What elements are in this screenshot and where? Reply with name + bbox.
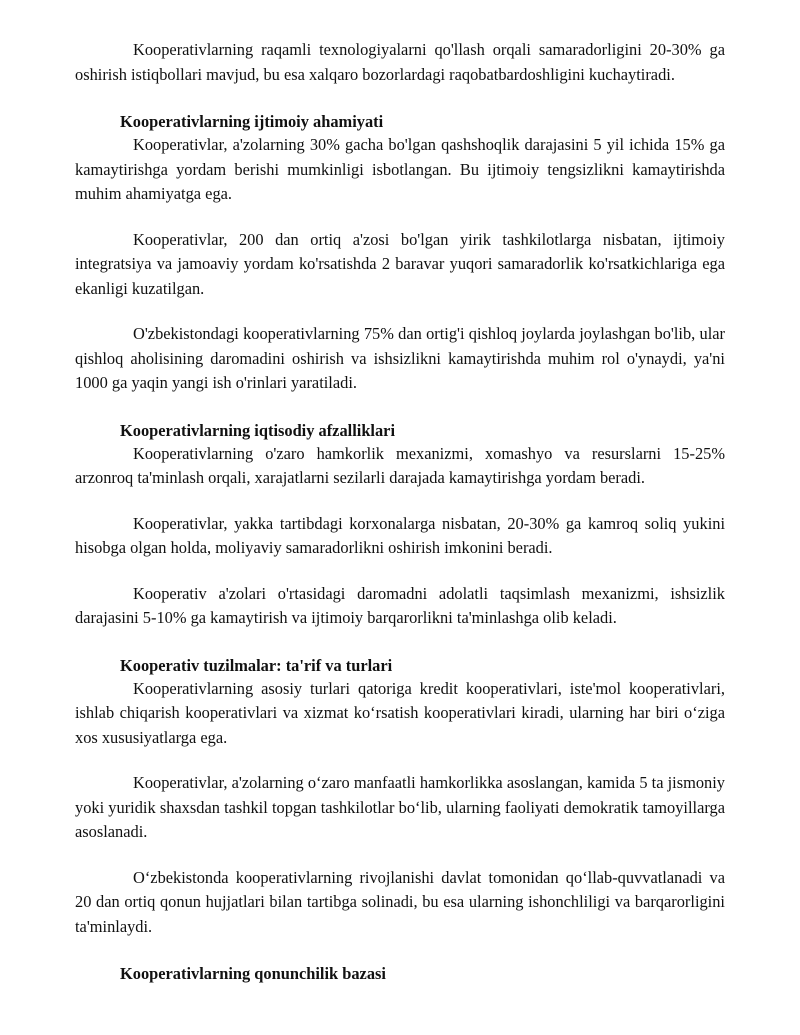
section-heading: Kooperativ tuzilmalar: ta'rif va turlari <box>120 655 393 675</box>
paragraph: Kooperativlar, a'zolarning o‘zaro manfaatli hamkorlikka asoslangan, kamida 5 ta jismoniy yoki yuridik shaxsdan tashkil topgan tashkilotlar bo‘lib, ularning faoliyati demokratik tamoyillarga asoslanadi. <box>75 773 725 841</box>
section-heading: Kooperativlarning qonunchilik bazasi <box>120 964 386 983</box>
paragraph: Kooperativlarning asosiy turlari qatoriga kredit kooperativlari, iste'mol kooperativlari, ishlab chiqarish kooperativlari va xizmat ko‘rsatish kooperativlari kiradi, ularning har biri o‘ziga xos xususiyatlarga ega. <box>75 678 725 747</box>
paragraph: Kooperativ a'zolari o'rtasidagi daromadni adolatli taqsimlash mexanizmi, ishsizlik darajasini 5-10% ga kamaytirish va ijtimoiy barqarorlikni ta'minlashga olib keladi. <box>75 583 725 627</box>
document-page <box>75 38 725 985</box>
section-heading: Kooperativlarning ijtimoiy ahamiyati <box>120 112 384 131</box>
section-heading: Kooperativlarning iqtisodiy afzalliklari <box>120 420 396 440</box>
paragraph: O‘zbekistonda kooperativlarning rivojlanishi davlat tomonidan qo‘llab-quvvatlanadi va 20 dan ortiq qonun hujjatlari bilan tartibga solinadi, bu esa ularning ishonchliligi va barqarorligini ta'minlaydi. <box>75 867 725 936</box>
paragraph: Kooperativlarning raqamli texnologiyalarni qo'llash orqali samaradorligini 20-30% ga oshirish istiqbollari mavjud, bu esa xalqaro bozorlardagi raqobatbardoshligini kuchaytiradi. <box>75 40 725 84</box>
paragraph: Kooperativlar, a'zolarning 30% gacha bo'lgan qashshoqlik darajasini 5 yil ichida 15% ga kamaytirishga yordam berishi mumkinligi isbotlangan. Bu ijtimoiy tengsizlikni kamaytirishda muhim ahamiyatga ega. <box>75 135 725 203</box>
paragraph: Kooperativlar, yakka tartibdagi korxonalarga nisbatan, 20-30% ga kamroq soliq yukini hisobga olgan holda, moliyaviy samaradorlikni oshirish imkonini beradi. <box>75 513 725 557</box>
paragraph: Kooperativlarning o'zaro hamkorlik mexanizmi, xomashyo va resurslarni 15-25% arzonroq ta'minlash orqali, xarajatlarni sezilarli darajada kamaytirishga yordam beradi. <box>75 443 725 487</box>
paragraph: O'zbekistondagi kooperativlarning 75% dan ortig'i qishloq joylarda joylashgan bo'lib, ular qishloq aholisining daromadini oshirish va ishsizlikni kamaytirishda muhim rol o'ynaydi, ya'ni 1000 ga yaqin yangi ish o'rinlari yaratiladi. <box>75 324 725 392</box>
paragraph: Kooperativlar, 200 dan ortiq a'zosi bo'lgan yirik tashkilotlarga nisbatan, ijtimoiy integratsiya va jamoaviy yordam ko'rsatishda 2 baravar yuqori samaradorlik ko'rsatkichlariga ega ekanligi kuzatilgan. <box>75 229 725 298</box>
